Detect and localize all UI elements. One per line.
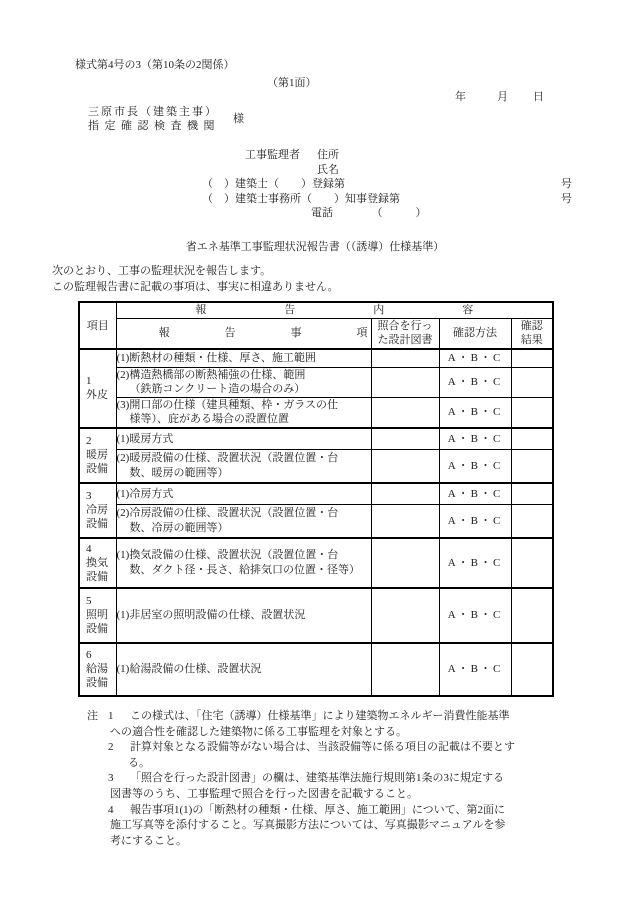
date-day-label: 日 (533, 91, 544, 103)
office-number-suffix: 号 (561, 193, 572, 205)
method-options-cell: A・B・C (439, 367, 511, 397)
note-line (87, 725, 587, 741)
addressee-line-2: 指定確認検査機関 (88, 120, 220, 132)
notes-section (87, 709, 587, 849)
result-cell (511, 450, 553, 483)
result-cell (511, 397, 553, 428)
method-options-cell: A・B・C (439, 483, 511, 505)
method-options-cell: A・B・C (439, 643, 511, 696)
result-cell (511, 538, 553, 588)
address-label: 住所 (317, 149, 339, 161)
note-line (87, 756, 587, 772)
design-doc-cell (371, 397, 439, 428)
report-content-label: 報 告 内 容 (195, 304, 474, 317)
note-number: 3 (108, 772, 114, 785)
addressee-line-1: 三原市長（建築主事） (88, 106, 218, 118)
header-design-docs: 照合を行っ た設計図書 (371, 318, 439, 349)
report-item-cell: (1)断熱材の種類・仕様、厚さ、施工範囲 (116, 349, 371, 367)
design-doc-cell (371, 538, 439, 588)
report-item-cell: (2)構造熱橋部の断熱補強の仕様、範囲 （鉄筋コンクリート造の場合のみ） (116, 367, 371, 397)
result-cell (511, 588, 553, 643)
method-options-cell: A・B・C (439, 428, 511, 450)
item-cell-3: 3 冷房 設備 (79, 483, 116, 538)
item-cell-4: 4 換気 設備 (79, 538, 116, 588)
report-item-cell: (2)暖房設備の仕様、設置状況（設置位置・台 数、暖房の範囲等） (116, 450, 371, 483)
note-line (87, 834, 587, 850)
method-options-cell: A・B・C (439, 538, 511, 588)
design-doc-cell (371, 505, 439, 538)
header-report-content (116, 302, 553, 318)
design-doc-cell (371, 367, 439, 397)
design-doc-cell (371, 349, 439, 367)
result-cell (511, 349, 553, 367)
honorific-label: 様 (233, 113, 244, 125)
design-doc-cell (371, 643, 439, 696)
report-item-label: 報 告 事 項 (158, 327, 368, 340)
form-number: 様式第4号の3（第10条の2関係） (75, 59, 235, 71)
design-doc-cell (371, 428, 439, 450)
note-text: 計算対象となる設備等がない場合は、当該設備等に係る項目の記載は不要とす (130, 741, 515, 754)
document-title: 省エネ基準工事監理状況報告書（（誘導）仕様基準） (185, 241, 445, 253)
report-table (78, 301, 554, 697)
note-text: 報告事項1(1)の「断熱材の種類・仕様、厚さ、施工範囲」について、第2面に (130, 803, 505, 816)
report-item-cell: (1)換気設備の仕様、設置状況（設置位置・台 数、ダクト径・長さ、給排気口の位置・径等） (116, 538, 371, 588)
report-item-cell: (2)冷房設備の仕様、設置状況（設置位置・台 数、冷房の範囲等） (116, 505, 371, 538)
item-cell-2: 2 暖房 設備 (79, 428, 116, 483)
date-year-label: 年 (455, 91, 466, 103)
note-number: 1 (108, 710, 114, 722)
result-cell (511, 643, 553, 696)
result-cell (511, 367, 553, 397)
report-item-cell: (3)開口部の仕様（建具種類、枠・ガラスの仕 様等）、庇がある場合の設置位置 (116, 397, 371, 428)
item-cell-1: 1 外皮 (79, 349, 116, 428)
note-text: 図書等のうち、工事監理で照合を行った図書を記載すること。 (110, 787, 418, 800)
report-item-cell: (1)給湯設備の仕様、設置状況 (116, 643, 371, 696)
header-result: 確認 結果 (511, 318, 553, 349)
header-report-item (116, 318, 371, 349)
note-line (87, 803, 587, 819)
office-registration-line: （ ）建築士事務所（ ）知事登録第 (202, 193, 400, 205)
note-number: 4 (108, 803, 114, 816)
note-number: 2 (108, 741, 114, 754)
report-item-cell: (1)暖房方式 (116, 428, 371, 450)
result-cell (511, 505, 553, 538)
name-label: 氏名 (317, 164, 339, 176)
result-cell (511, 483, 553, 505)
intro-line-1: 次のとおり、工事の監理状況を報告します。 (52, 265, 272, 277)
design-doc-cell (371, 450, 439, 483)
method-options-cell: A・B・C (439, 588, 511, 643)
report-item-cell: (1)非居室の照明設備の仕様、設置状況 (116, 588, 371, 643)
item-cell-6: 6 給湯 設備 (79, 643, 116, 696)
note-line (87, 787, 587, 803)
method-options-cell: A・B・C (439, 349, 511, 367)
note-line (87, 771, 587, 787)
intro-line-2: この監理報告書に記載の事項は、事実に相違ありません。 (52, 281, 339, 293)
notes-label: 注 (87, 710, 98, 722)
report-item-cell: (1)冷房方式 (116, 483, 371, 505)
note-line (87, 740, 587, 756)
note-text: 施工写真等を添付すること。写真撮影方法については、写真撮影マニュアルを参 (110, 819, 506, 832)
header-method: 確認方法 (439, 318, 511, 349)
method-options-cell: A・B・C (439, 505, 511, 538)
architect-number-suffix: 号 (561, 178, 572, 190)
note-line (87, 818, 587, 834)
header-item-column: 項目 (79, 302, 116, 349)
note-text: 「照合を行った設計図書」の欄は、建築基準法施行規則第1条の3に規定する (130, 772, 504, 785)
method-options-cell: A・B・C (439, 450, 511, 483)
phone-line: 電話 （ ） (311, 207, 427, 219)
supervisor-label: 工事監理者 (245, 149, 300, 161)
note-text: る。 (128, 756, 150, 769)
method-options-cell: A・B・C (439, 397, 511, 428)
page-label: （第1面） (267, 77, 317, 89)
note-line (87, 709, 587, 725)
result-cell (511, 428, 553, 450)
note-text: この様式は、「住宅（誘導）仕様基準」により建築物エネルギー消費性能基準 (130, 710, 510, 722)
design-doc-cell (371, 588, 439, 643)
date-month-label: 月 (497, 91, 508, 103)
note-text: 考にすること。 (110, 834, 187, 847)
item-cell-5: 5 照明 設備 (79, 588, 116, 643)
architect-registration-line: （ ）建築士（ ）登録第 (202, 178, 345, 190)
design-doc-cell (371, 483, 439, 505)
note-text: への適合性を確認した建築物に係る工事監理を対象とする。 (110, 725, 407, 738)
